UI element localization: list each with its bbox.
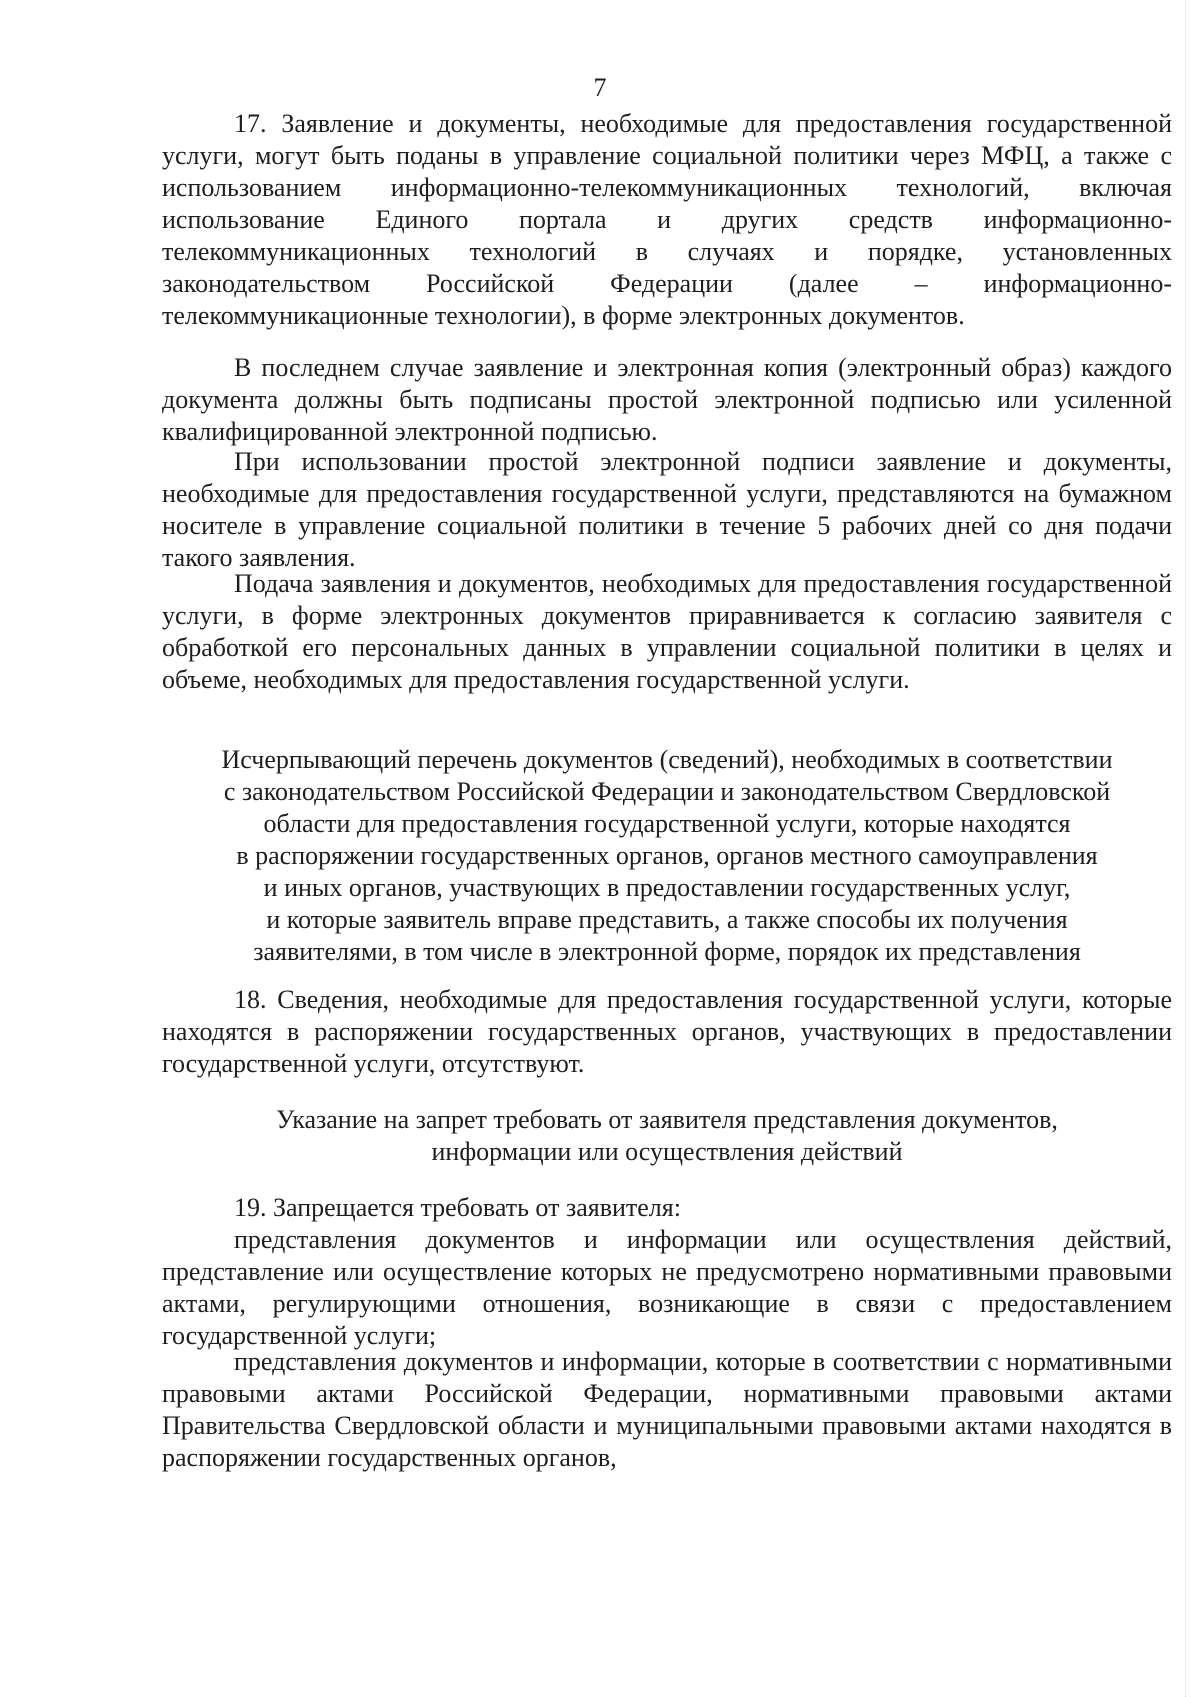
paragraph-17-consent: Подача заявления и документов, необходимых для предоставления государственной услуги, в форме электронных документов приравнивается к согласию заявителя с обработкой его персональных данных в управлении социальной политики в целях и объеме, необходимых для предоставления государственной услуги. [162, 569, 1172, 694]
heading-line: Указание на запрет требовать от заявителя представления документов, [276, 1105, 1058, 1134]
heading-line: заявителями, в том числе в электронной форме, порядок их представления [253, 937, 1081, 966]
paragraph-19-intro: 19. Запрещается требовать от заявителя: [234, 1193, 681, 1222]
heading-line: Исчерпывающий перечень документов (сведений), необходимых в соответствии [221, 745, 1113, 774]
paragraph-18: 18. Сведения, необходимые для предоставления государственной услуги, которые находятся в распоряжении государственных органов, участвующих в предоставлении государственной услуги, отсутствуют. [162, 985, 1172, 1078]
paragraph-17-simple-signature: При использовании простой электронной подписи заявление и документы, необходимые для предоставления государственной услуги, представляются на бумажном носителе в управление социальной политики в течение 5 рабочих дней со дня подачи такого заявления. [162, 447, 1172, 572]
section-heading-prohibition [162, 1104, 1172, 1168]
page-edge-line [1184, 0, 1186, 1697]
paragraph-17: 17. Заявление и документы, необходимые для предоставления государственной услуги, могут быть поданы в управление социальной политики через МФЦ, а также с использованием информационно-телекоммуникационных технологий, включая использование Единого портала и других средств информационно-телекоммуникационных технологий в случаях и порядке, установленных законодательством Российской Федерации (далее – информационно-телекоммуникационные технологии), в форме электронных документов. [162, 109, 1172, 330]
heading-line: области для предоставления государственной услуги, которые находятся [263, 809, 1071, 838]
paragraph-19-item-1: представления документов и информации или осуществления действий, представление или осуществление которых не предусмотрено нормативными правовыми актами, регулирующими отношения, возникающие в связи с предоставлением государственной услуги; [162, 1225, 1172, 1350]
heading-line: и которые заявитель вправе представить, а также способы их получения [266, 905, 1068, 934]
heading-line: информации или осуществления действий [431, 1137, 903, 1166]
heading-line: в распоряжении государственных органов, органов местного самоуправления [236, 841, 1098, 870]
paragraph-17-last-case: В последнем случае заявление и электронная копия (электронный образ) каждого документа должны быть подписаны простой электронной подписью или усиленной квалифицированной электронной подписью. [162, 353, 1172, 446]
heading-line: с законодательством Российской Федерации и законодательством Свердловской [223, 777, 1111, 806]
section-heading-documents-list [162, 744, 1172, 968]
heading-line: и иных органов, участвующих в предоставлении государственных услуг, [263, 873, 1071, 902]
page-number: 7 [593, 73, 607, 102]
paragraph-19-item-2: представления документов и информации, которые в соответствии с нормативными правовыми актами Российской Федерации, нормативными правовыми актами Правительства Свердловской области и муниципальными правовыми актами находятся в распоряжении государственных органов, [162, 1347, 1172, 1472]
